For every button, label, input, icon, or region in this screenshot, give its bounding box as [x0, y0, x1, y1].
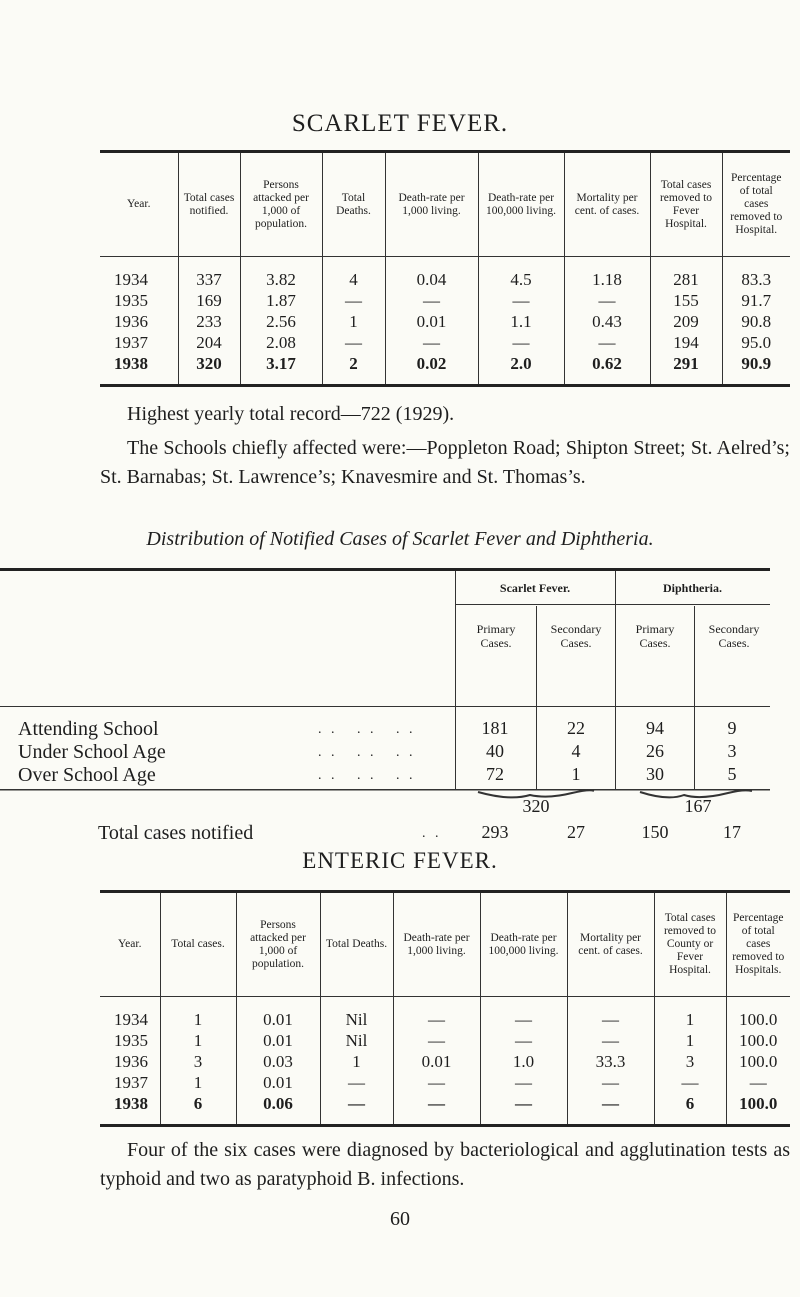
leader-dots: . . . . . .: [318, 745, 416, 760]
scarlet-row: [100, 311, 790, 332]
scarlet-header-cell: Total Deaths.: [322, 152, 385, 257]
distribution-value-cell: 3: [727, 741, 737, 761]
distribution-row-label: Under School Age: [18, 741, 166, 763]
scarlet-header-cell: Mortality per cent. of cases.: [564, 152, 650, 257]
leader-dots: . .: [422, 826, 442, 841]
scarlet-value-cell: 83.3: [741, 270, 772, 289]
distribution-value-cell: 26: [646, 741, 664, 761]
distribution-row-label: Over School Age: [18, 764, 156, 786]
enteric-value-cell: —: [480, 1030, 567, 1051]
distribution-top-rule: [0, 568, 770, 571]
group-diphtheria: Diphtheria.: [662, 581, 722, 595]
scarlet-value-cell: —: [564, 332, 650, 353]
distribution-value-cell: 5: [727, 764, 737, 784]
enteric-fever-title: ENTERIC FEVER.: [302, 848, 498, 873]
enteric-value-cell: 0.01: [236, 1072, 320, 1093]
scarlet-value-cell: 169: [178, 290, 240, 311]
distribution-value-cell: 72: [486, 764, 504, 784]
enteric-value-cell: —: [320, 1072, 393, 1093]
enteric-year-cell: 1936: [100, 1051, 160, 1072]
scarlet-value-cell: 0.62: [564, 353, 650, 386]
enteric-value-cell: —: [393, 1030, 480, 1051]
enteric-row: [100, 1093, 790, 1126]
distribution-value-cell: 30: [646, 764, 664, 784]
distribution-divider: [536, 606, 537, 790]
enteric-year-cell: 1934: [100, 997, 160, 1031]
enteric-value-cell: 0.01: [236, 1030, 320, 1051]
distribution-value-cell: 9: [727, 718, 737, 738]
scarlet-value-cell: —: [385, 332, 478, 353]
scarlet-value-cell: 2.0: [478, 353, 564, 386]
scarlet-header-cell: Death-rate per 100,000 living.: [478, 152, 564, 257]
scarlet-value-cell: 0.04: [385, 257, 478, 291]
enteric-value-cell: 1: [654, 997, 726, 1031]
scarlet-value-cell: —: [478, 290, 564, 311]
scarlet-value-cell: 2.56: [240, 311, 322, 332]
enteric-value-cell: 1: [160, 997, 236, 1031]
scarlet-value-cell: 204: [178, 332, 240, 353]
enteric-value-cell: —: [320, 1093, 393, 1126]
enteric-value-cell: 100.0: [739, 1052, 778, 1071]
enteric-value-cell: —: [654, 1072, 726, 1093]
enteric-header-cell: Year.: [100, 892, 160, 997]
scarlet-value-cell: —: [478, 332, 564, 353]
scarlet-year-cell: 1934: [100, 257, 178, 291]
scarlet-value-cell: 2.08: [240, 332, 322, 353]
enteric-value-cell: —: [393, 1093, 480, 1126]
scarlet-value-cell: 90.8: [741, 312, 772, 331]
enteric-value-cell: 1: [320, 1051, 393, 1072]
subheader-scarlet-primary: Primary Cases.: [476, 622, 516, 650]
scarlet-value-cell: 233: [178, 311, 240, 332]
enteric-value-cell: 100.0: [739, 1010, 778, 1029]
enteric-value-cell: 0.03: [236, 1051, 320, 1072]
scarlet-value-cell: 320: [178, 353, 240, 386]
enteric-value-cell: —: [393, 997, 480, 1031]
enteric-value-cell: 3: [654, 1051, 726, 1072]
enteric-header-cell: Death-rate per 1,000 living.: [393, 892, 480, 997]
enteric-value-cell: 33.3: [567, 1051, 654, 1072]
enteric-value-cell: —: [567, 1030, 654, 1051]
enteric-value-cell: 0.01: [393, 1051, 480, 1072]
scarlet-value-cell: 3.17: [240, 353, 322, 386]
subheader-scarlet-secondary: Secondary Cases.: [550, 622, 602, 650]
scarlet-value-cell: 95.0: [741, 333, 772, 352]
enteric-value-cell: 6: [160, 1093, 236, 1126]
enteric-value-cell: Nil: [320, 1030, 393, 1051]
enteric-value-cell: 6: [654, 1093, 726, 1126]
group-scarlet-fever: Scarlet Fever.: [499, 581, 571, 595]
scarlet-fever-title: SCARLET FEVER.: [291, 110, 509, 137]
enteric-value-cell: 1.0: [480, 1051, 567, 1072]
enteric-value-cell: —: [567, 1093, 654, 1126]
enteric-value-cell: 100.0: [739, 1094, 778, 1113]
scarlet-value-cell: 209: [650, 311, 722, 332]
enteric-header-cell: Persons attacked per 1,000 of population.: [236, 892, 320, 997]
subheader-diphtheria-primary: Primary Cases.: [635, 622, 675, 650]
scarlet-value-cell: 91.7: [741, 291, 772, 310]
enteric-value-cell: 100.0: [739, 1031, 778, 1050]
enteric-value-cell: —: [567, 997, 654, 1031]
enteric-fever-table: [100, 890, 790, 1127]
scarlet-row: [100, 332, 790, 353]
enteric-value-cell: —: [480, 1093, 567, 1126]
enteric-value-cell: Nil: [320, 997, 393, 1031]
distribution-value-cell: 4: [571, 741, 581, 761]
leader-dots: . . . . . .: [318, 722, 416, 737]
enteric-value-cell: 1: [160, 1072, 236, 1093]
scarlet-value-cell: —: [322, 290, 385, 311]
enteric-value-cell: —: [567, 1072, 654, 1093]
enteric-value-cell: —: [480, 1072, 567, 1093]
schools-affected-text: The Schools chiefly affected were:—Poppleton Road; Shipton Street; St. Aelred’s; St. Barnabas; St. Lawrence’s; Knavesmire and St. Thomas’s.: [100, 437, 790, 488]
enteric-value-cell: 1: [654, 1030, 726, 1051]
scarlet-header-cell: Death-rate per 1,000 living.: [385, 152, 478, 257]
scarlet-value-cell: —: [385, 290, 478, 311]
scarlet-value-cell: 0.02: [385, 353, 478, 386]
enteric-year-cell: 1938: [100, 1093, 160, 1126]
page-number: 60: [390, 1208, 410, 1230]
scarlet-header-cell: Total cases removed to Fever Hospital.: [650, 152, 722, 257]
scarlet-header-cell: Year.: [100, 152, 178, 257]
scarlet-header-cell: Total cases notified.: [178, 152, 240, 257]
scarlet-value-cell: 337: [178, 257, 240, 291]
enteric-row: [100, 1030, 790, 1051]
scarlet-header-cell: Percentage of total cases removed to Hospital.: [722, 152, 790, 257]
enteric-year-cell: 1937: [100, 1072, 160, 1093]
distribution-row-label: Attending School: [18, 718, 159, 740]
scarlet-value-cell: 4: [322, 257, 385, 291]
total-cases-label: Total cases notified: [98, 822, 254, 844]
scarlet-value-cell: 1.87: [240, 290, 322, 311]
distribution-value-cell: 94: [646, 718, 664, 738]
distribution-value-cell: 22: [567, 718, 585, 738]
scarlet-year-cell: 1937: [100, 332, 178, 353]
scarlet-row: [100, 257, 790, 291]
total-value-cell: 17: [723, 822, 741, 842]
distribution-divider: [694, 606, 695, 790]
scarlet-value-cell: 3.82: [240, 257, 322, 291]
enteric-header-cell: Total cases removed to County or Fever Hospital.: [654, 892, 726, 997]
enteric-year-cell: 1935: [100, 1030, 160, 1051]
distribution-title: Distribution of Notified Cases of Scarlet Fever and Diphtheria.: [146, 528, 654, 550]
distribution-value-cell: 181: [481, 718, 509, 738]
scarlet-row: [100, 353, 790, 386]
total-value-cell: 293: [481, 822, 509, 842]
enteric-row: [100, 997, 790, 1031]
subheader-diphtheria-secondary: Secondary Cases.: [708, 622, 760, 650]
distribution-header-rule: [0, 706, 770, 707]
enteric-header-cell: Percentage of total cases removed to Hospitals.: [726, 892, 790, 997]
enteric-value-cell: —: [480, 997, 567, 1031]
scarlet-value-cell: 291: [650, 353, 722, 386]
distribution-value-cell: 1: [571, 764, 581, 784]
enteric-value-cell: —: [393, 1072, 480, 1093]
distribution-value-cell: 40: [486, 741, 504, 761]
scarlet-value-cell: 1.1: [478, 311, 564, 332]
enteric-value-cell: —: [749, 1073, 767, 1092]
scarlet-value-cell: 281: [650, 257, 722, 291]
scarlet-value-cell: 155: [650, 290, 722, 311]
enteric-note-text: Four of the six cases were diagnosed by bacteriological and agglutination tests as typhoid and two as paratyphoid B. infections.: [100, 1139, 790, 1190]
scarlet-value-cell: 194: [650, 332, 722, 353]
scarlet-year-cell: 1935: [100, 290, 178, 311]
enteric-header-cell: Total cases.: [160, 892, 236, 997]
enteric-header-cell: Total Deaths.: [320, 892, 393, 997]
scarlet-header-cell: Persons attacked per 1,000 of population.: [240, 152, 322, 257]
highest-record-text: Highest yearly total record—722 (1929).: [127, 403, 455, 425]
scarlet-year-cell: 1936: [100, 311, 178, 332]
scarlet-row: [100, 290, 790, 311]
enteric-value-cell: 3: [160, 1051, 236, 1072]
scarlet-value-cell: 2: [322, 353, 385, 386]
scarlet-value-cell: 1: [322, 311, 385, 332]
scarlet-value-cell: 1.18: [564, 257, 650, 291]
total-value-cell: 27: [567, 822, 585, 842]
leader-dots: . . . . . .: [318, 768, 416, 783]
enteric-header-cell: Mortality per cent. of cases.: [567, 892, 654, 997]
scarlet-value-cell: 90.9: [741, 354, 772, 373]
enteric-value-cell: 0.01: [236, 997, 320, 1031]
scarlet-value-cell: 4.5: [478, 257, 564, 291]
scarlet-year-cell: 1938: [100, 353, 178, 386]
scarlet-value-cell: —: [322, 332, 385, 353]
enteric-value-cell: 1: [160, 1030, 236, 1051]
enteric-value-cell: 0.06: [236, 1093, 320, 1126]
enteric-header-cell: Death-rate per 100,000 living.: [480, 892, 567, 997]
scarlet-value-cell: 0.43: [564, 311, 650, 332]
scarlet-value-cell: —: [564, 290, 650, 311]
scarlet-fever-table: [100, 150, 790, 387]
grand-total-diphtheria: 167: [684, 796, 712, 816]
enteric-row: [100, 1072, 790, 1093]
total-value-cell: 150: [641, 822, 669, 842]
distribution-group-rule: [455, 604, 770, 605]
grand-total-scarlet: 320: [522, 796, 550, 816]
scarlet-value-cell: 0.01: [385, 311, 478, 332]
enteric-row: [100, 1051, 790, 1072]
